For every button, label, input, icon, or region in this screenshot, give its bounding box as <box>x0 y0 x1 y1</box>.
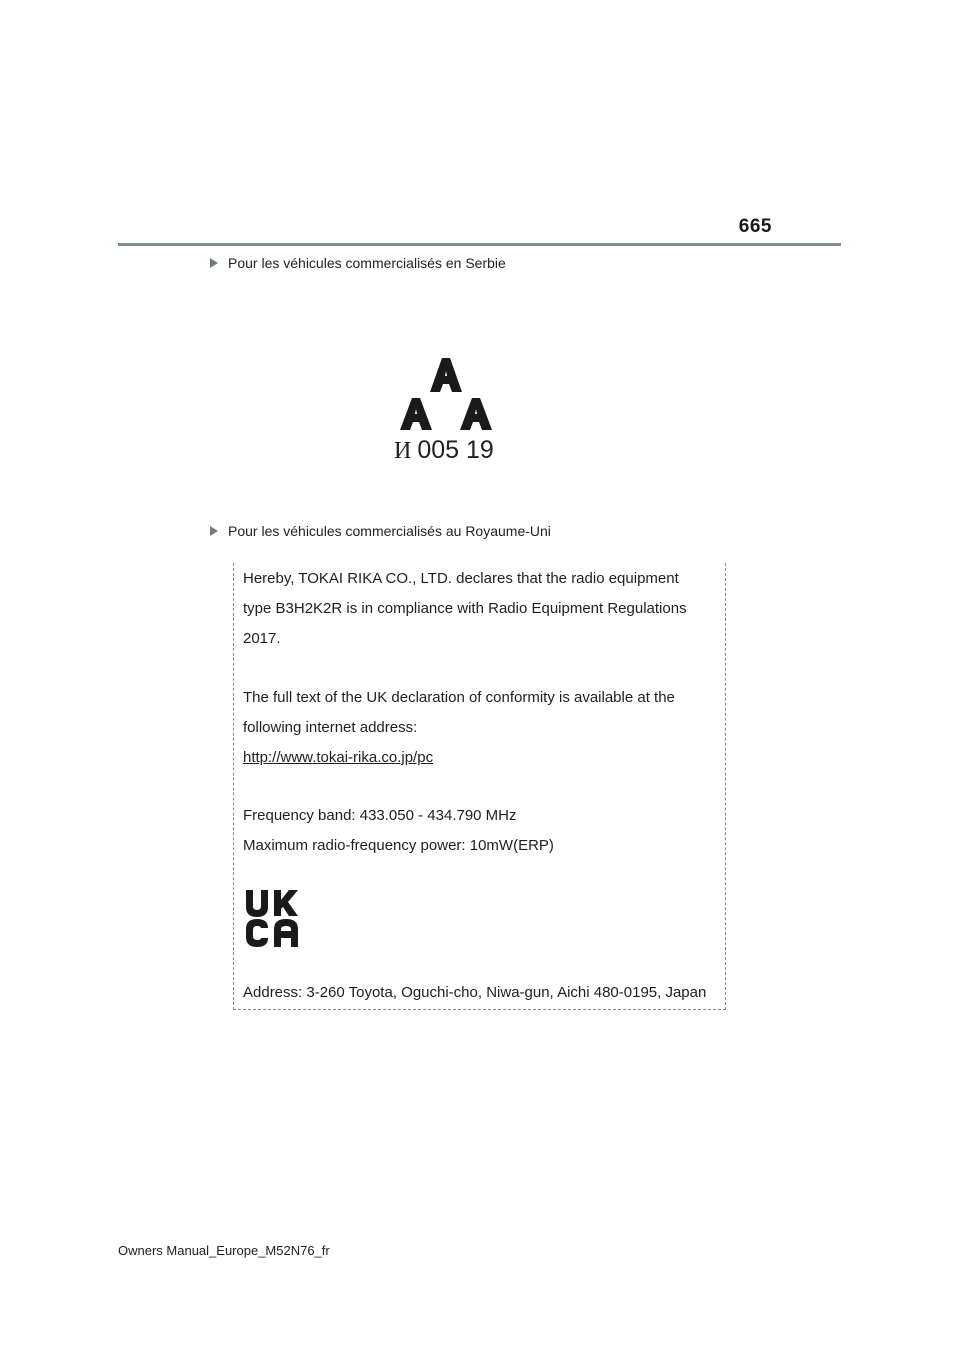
triangle-a-right <box>460 398 492 430</box>
declaration-line: type B3H2K2R is in compliance with Radio Equipment Regulations <box>243 600 687 617</box>
frequency-band: Frequency band: 433.050 - 434.790 MHz <box>243 807 517 824</box>
section-label: Pour les véhicules commercialisés en Serbie <box>228 255 506 271</box>
cyrillic-letter: И <box>394 438 412 464</box>
declaration-line: Hereby, TOKAI RIKA CO., LTD. declares that the radio equipment <box>243 570 679 587</box>
page-number: 665 <box>738 216 772 237</box>
ukca-mark-icon <box>244 888 300 950</box>
triangle-arrow-icon <box>210 526 218 536</box>
manufacturer-address: Address: 3-260 Toyota, Oguchi-cho, Niwa-gun, Aichi 480-0195, Japan <box>243 984 707 1001</box>
triangle-a-left <box>400 398 432 430</box>
declaration-line: following internet address: <box>243 719 418 736</box>
triangle-a-top <box>430 358 462 392</box>
triangle-arrow-icon <box>210 258 218 268</box>
mark-number: 005 19 <box>417 436 494 464</box>
section-label: Pour les véhicules commercialisés au Royaume-Uni <box>228 523 551 539</box>
declaration-line: 2017. <box>243 630 281 647</box>
max-power: Maximum radio-frequency power: 10mW(ERP) <box>243 837 554 854</box>
declaration-line: The full text of the UK declaration of conformity is available at the <box>243 689 675 706</box>
declaration-link[interactable]: http://www.tokai-rika.co.jp/pc <box>243 749 434 766</box>
serbia-mark-code <box>394 436 494 465</box>
section-bullet-uk <box>210 523 551 539</box>
declaration-box <box>233 563 726 1010</box>
footer-text: Owners Manual_Europe_M52N76_fr <box>118 1243 330 1258</box>
header-rule <box>118 243 841 246</box>
section-bullet-serbia <box>210 255 506 271</box>
